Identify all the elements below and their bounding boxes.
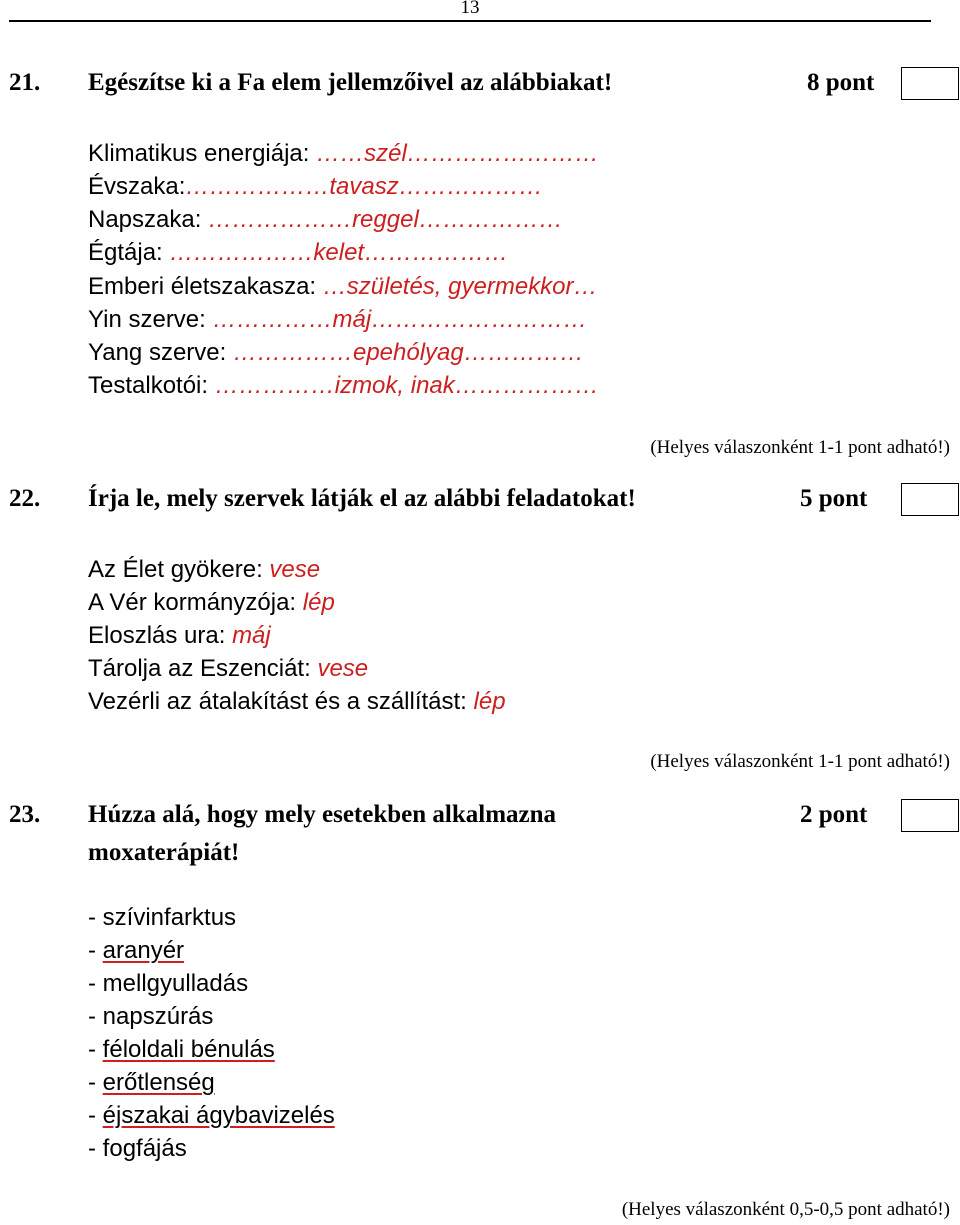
q21-answer: reggel [352,206,419,233]
q23-list-item [88,1000,213,1033]
q21-dots: ……………… [201,206,353,233]
list-dash: - [88,1135,103,1162]
q21-line-label: Klimatikus energiája: [88,140,310,167]
q22-score-box[interactable] [901,483,959,516]
q21-dots: …………………… [406,140,599,167]
q23-item-text: szívinfarktus [102,904,237,931]
q23-list-item [88,934,184,967]
q21-dots: ……………………… [371,306,588,333]
q23-title-line2: moxaterápiát! [88,839,240,866]
q21-line [88,270,598,303]
q21-line [88,137,599,170]
q23-item-text-underlined: aranyér [102,937,185,964]
q21-line-label: Testalkotói: [88,372,209,399]
q23-item-text: fogfájás [102,1135,187,1162]
q22-points: 5 pont [800,485,868,512]
q22-answer: máj [232,622,271,649]
q23-title-line1: Húzza alá, hogy mely esetekben alkalmazna [88,801,557,828]
list-dash: - [88,937,103,964]
q21-line-label: Évszaka: [88,173,186,200]
q23-list-item [88,1033,275,1066]
q21-line-label: Yang szerve: [88,339,227,366]
q21-answer: tavasz [329,173,399,200]
q21-dots: ……………… [162,239,314,266]
list-dash: - [88,904,103,931]
q23-points: 2 pont [800,801,868,828]
q22-number: 22. [9,485,41,512]
q22-answer: lép [302,589,335,616]
list-dash: - [88,1069,103,1096]
list-dash: - [88,1003,103,1030]
q21-dots: …………… [226,339,353,366]
q21-dots: …………… [463,339,584,366]
q21-dots: … [573,273,598,300]
q21-dots: ……………… [185,173,330,200]
q22-line [88,553,320,586]
list-dash: - [88,1102,103,1129]
q21-line-label: Yin szerve: [88,306,206,333]
q21-points: 8 pont [807,69,875,96]
q23-list-item [88,901,236,934]
q21-line [88,369,599,402]
q23-item-text-underlined: erőtlenség [102,1069,215,1096]
q22-line [88,619,271,652]
q22-line-label: Az Élet gyökere: [88,556,263,583]
q22-line-label: Tárolja az Eszenciát: [88,655,311,682]
q22-line [88,586,335,619]
q21-line-label: Emberi életszakasza: [88,273,317,300]
q23-list-item [88,1132,187,1165]
q21-line [88,303,587,336]
q23-item-text-underlined: féloldali bénulás [102,1036,275,1063]
q22-line-label: Vezérli az átalakítást és a szállítást: [88,688,467,715]
q22-answer: vese [269,556,321,583]
list-dash: - [88,970,103,997]
q21-line [88,170,543,203]
q21-dots: …………… [205,306,333,333]
q21-dots: ……………… [454,372,599,399]
q23-item-text-underlined: éjszakai ágybavizelés [102,1102,335,1129]
q21-score-box[interactable] [901,67,959,100]
q21-dots: ……………… [418,206,563,233]
q23-score-box[interactable] [901,799,959,832]
q21-line-label: Égtája: [88,239,163,266]
q23-item-text: napszúrás [102,1003,214,1030]
q23-scoring-note: (Helyes válaszonként 0,5-0,5 pont adható!) [621,1199,950,1220]
q21-line [88,203,563,236]
q21-answer: epehólyag [352,339,464,366]
q22-answer: vese [317,655,369,682]
q23-list-item [88,967,248,1000]
q21-answer: kelet [313,239,365,266]
q21-answer: születés, gyermekkor [346,273,574,300]
q21-dots: ……………… [364,239,509,266]
q23-number: 23. [9,801,41,828]
q23-item-text: mellgyulladás [102,970,249,997]
q23-list-item [88,1066,215,1099]
q21-line [88,236,508,269]
q21-number: 21. [9,69,41,96]
q22-line [88,652,368,685]
q21-title: Egészítse ki a Fa elem jellemzőivel az alábbiakat! [88,69,613,96]
q21-dots: …………… [208,372,335,399]
q21-dots: …… [309,140,365,167]
q22-line-label: A Vér kormányzója: [88,589,297,616]
header-rule [9,20,931,22]
q22-title: Írja le, mely szervek látják el az alábbi feladatokat! [88,485,636,512]
q21-line-label: Napszaka: [88,206,202,233]
q22-answer: lép [473,688,506,715]
page-number: 13 [460,0,480,18]
q21-line [88,336,584,369]
q21-dots: … [316,273,347,300]
q21-scoring-note: (Helyes válaszonként 1-1 pont adható!) [650,437,950,458]
q21-answer: máj [332,306,372,333]
q21-dots: ……………… [398,173,543,200]
q22-line-label: Eloszlás ura: [88,622,226,649]
q22-scoring-note: (Helyes válaszonként 1-1 pont adható!) [650,751,950,772]
q21-answer: izmok, inak [334,372,455,399]
q23-list-item [88,1099,335,1132]
list-dash: - [88,1036,103,1063]
q21-answer: szél [364,140,407,167]
q22-line [88,685,506,718]
